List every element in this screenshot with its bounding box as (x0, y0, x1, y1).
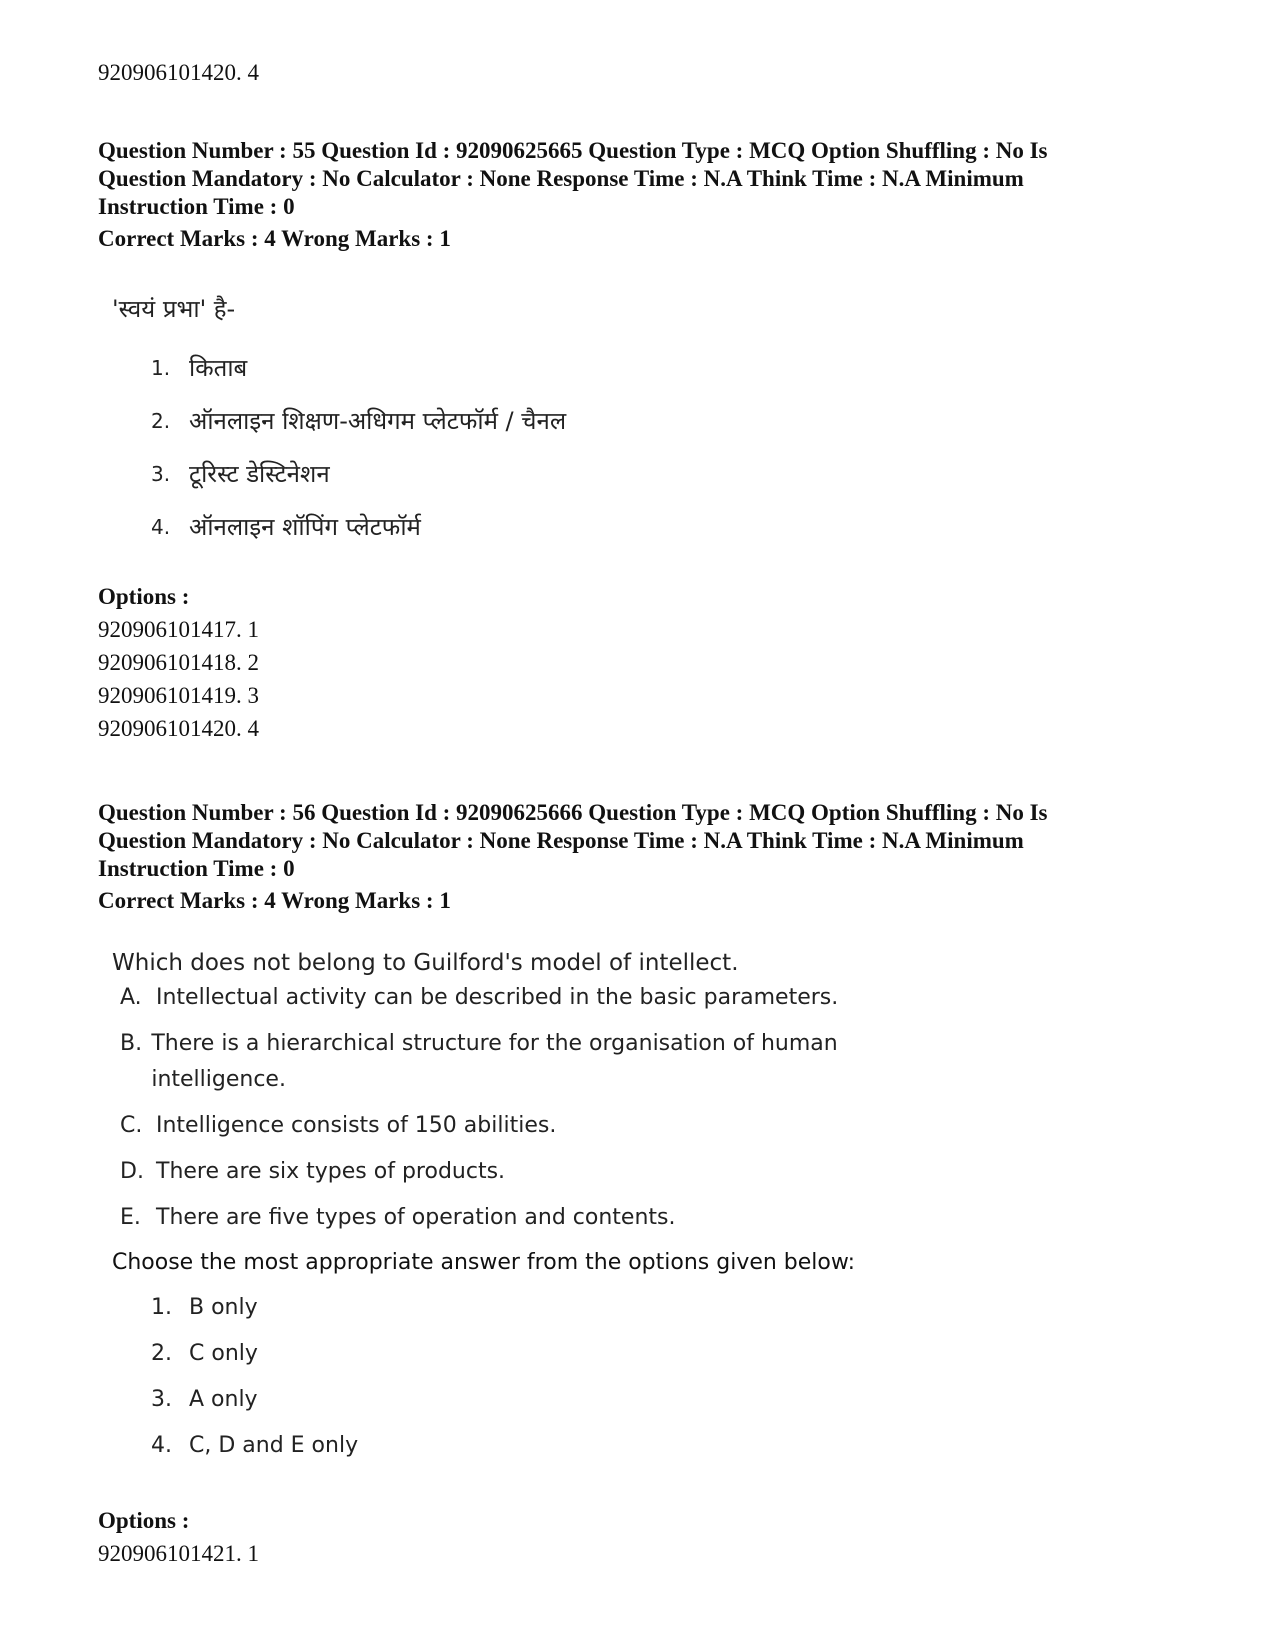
statement-letter: C. (120, 1113, 143, 1138)
choice-item (112, 447, 566, 500)
choice-item (112, 394, 566, 447)
choice-number: 2. (151, 1341, 172, 1366)
question-55-body (112, 292, 566, 553)
choice-item (112, 1336, 872, 1372)
question-55-metadata (98, 137, 1178, 253)
statement-list (112, 980, 872, 1236)
question-meta-line: Question Mandatory : No Calculator : None Response Time : N.A Think Time : N.A Minimum (98, 828, 1024, 853)
choice-number: 1. (151, 1295, 172, 1320)
marks-line: Correct Marks : 4 Wrong Marks : 1 (98, 226, 451, 251)
choice-text: A only (189, 1387, 258, 1412)
question-stem: 'स्वयं प्रभा' है- (112, 295, 236, 323)
statement-letter: D. (120, 1159, 144, 1184)
choice-list (112, 341, 566, 553)
choice-item (112, 341, 566, 394)
option-id: 920906101419. 3 (98, 683, 259, 708)
statement-letter: B. (120, 1031, 143, 1056)
choice-text: किताब (189, 354, 248, 382)
question-meta-line: Question Number : 56 Question Id : 92090625666 Question Type : MCQ Option Shuffling : No Is (98, 800, 1048, 825)
choice-text: B only (189, 1295, 258, 1320)
choice-list (112, 1290, 872, 1464)
option-id: 920906101420. 4 (98, 716, 259, 741)
question-56-metadata (98, 799, 1178, 915)
option-id: 920906101417. 1 (98, 617, 259, 642)
statement-text: There is a hierarchical structure for the organisation of human intelligence. (151, 1031, 838, 1092)
choice-number: 4. (151, 514, 171, 539)
choice-number: 2. (151, 408, 171, 433)
choice-text: C only (189, 1341, 258, 1366)
statement-text: There are six types of products. (156, 1159, 506, 1184)
choice-text: C, D and E only (189, 1433, 359, 1458)
choice-item (112, 1428, 872, 1464)
statement-item (112, 1026, 872, 1098)
choice-text: टूरिस्ट डेस्टिनेशन (189, 460, 330, 488)
previous-option-fragment: 920906101420. 4 (98, 60, 259, 85)
option-id: 920906101421. 1 (98, 1541, 259, 1566)
statement-letter: A. (120, 985, 142, 1010)
choice-number: 1. (151, 355, 171, 380)
statement-item (112, 1200, 872, 1236)
choice-text: ऑनलाइन शॉपिंग प्लेटफॉर्म (189, 513, 421, 541)
question-stem: Which does not belong to Guilford's model of intellect. (112, 950, 739, 976)
statement-text: Intellectual activity can be described in the basic parameters. (156, 985, 839, 1010)
option-id: 920906101418. 2 (98, 650, 259, 675)
choice-item (112, 1382, 872, 1418)
statement-item (112, 1154, 872, 1190)
statement-item (112, 1108, 872, 1144)
statement-text: Intelligence consists of 150 abilities. (156, 1113, 557, 1138)
question-meta-line: Question Mandatory : No Calculator : None Response Time : N.A Think Time : N.A Minimum (98, 166, 1024, 191)
choice-item (112, 500, 566, 553)
options-label: Options : (98, 1508, 190, 1533)
choice-text: ऑनलाइन शिक्षण-अधिगम प्लेटफॉर्म / चैनल (189, 407, 567, 435)
question-55-options (98, 580, 259, 745)
options-label: Options : (98, 584, 190, 609)
marks-line: Correct Marks : 4 Wrong Marks : 1 (98, 888, 451, 913)
choice-item (112, 1290, 872, 1326)
statement-letter: E. (120, 1205, 141, 1230)
question-56-options (98, 1504, 259, 1570)
statement-text: There are five types of operation and contents. (156, 1205, 676, 1230)
question-meta-line: Instruction Time : 0 (98, 856, 295, 881)
choice-number: 3. (151, 1387, 172, 1412)
question-meta-line: Instruction Time : 0 (98, 194, 295, 219)
choice-number: 4. (151, 1433, 172, 1458)
question-56-body (112, 946, 872, 1474)
question-meta-line: Question Number : 55 Question Id : 92090625665 Question Type : MCQ Option Shuffling : No Is (98, 138, 1048, 163)
answer-instruction: Choose the most appropriate answer from the options given below: (112, 1250, 856, 1275)
statement-item (112, 980, 872, 1016)
choice-number: 3. (151, 461, 171, 486)
